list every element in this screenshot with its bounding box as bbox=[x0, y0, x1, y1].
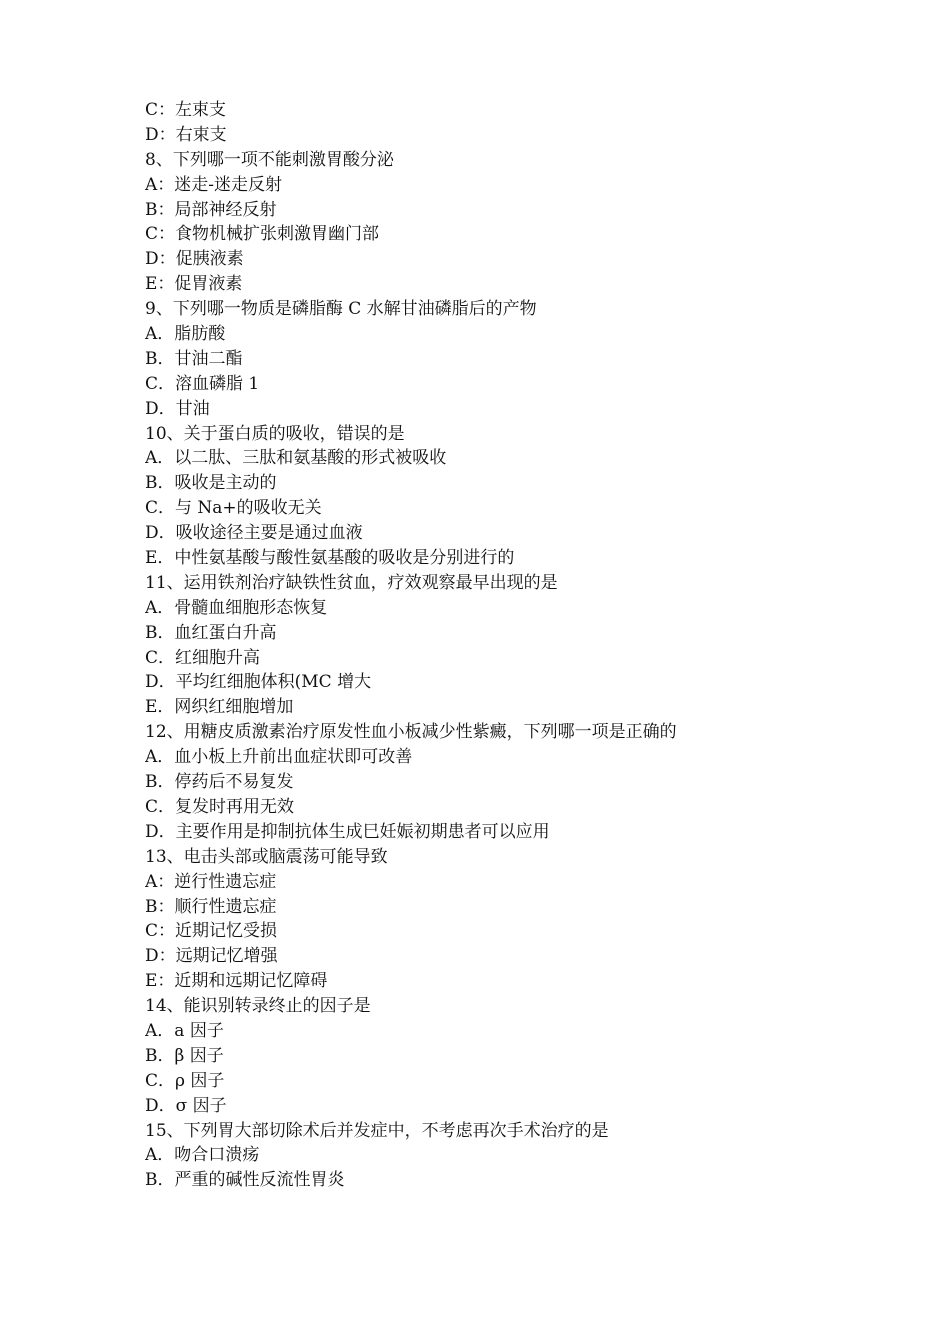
q13-option-d: D：远期记忆增强 bbox=[145, 946, 278, 967]
question-11: 11、运用铁剂治疗缺铁性贫血，疗效观察最早出现的是 bbox=[145, 572, 558, 593]
q14-option-c: C．ρ 因子 bbox=[145, 1070, 225, 1091]
q14-option-b: B．β 因子 bbox=[145, 1045, 224, 1066]
q9-option-c: C．溶血磷脂 1 bbox=[145, 373, 260, 394]
q11-option-a: A．骨髓血细胞形态恢复 bbox=[145, 597, 328, 618]
q12-option-d: D．主要作用是抑制抗体生成巳妊娠初期患者可以应用 bbox=[145, 821, 550, 842]
q11-option-d: D．平均红细胞体积(MC 增大 bbox=[145, 672, 372, 693]
option-c-left-bundle-branch: C：左束支 bbox=[145, 100, 227, 120]
q13-option-c: C：近期记忆受损 bbox=[145, 921, 278, 942]
q8-option-e: E：促胃液素 bbox=[145, 274, 243, 295]
q9-option-d: D．甘油 bbox=[145, 398, 210, 419]
q10-option-d: D．吸收途径主要是通过血液 bbox=[145, 523, 363, 544]
q10-option-c: C．与 Na+的吸收无关 bbox=[145, 498, 322, 519]
q9-option-b: B．甘油二酯 bbox=[145, 348, 243, 369]
question-14: 14、能识别转录终止的因子是 bbox=[145, 996, 371, 1017]
question-9: 9、下列哪一物质是磷脂酶 C 水解甘油磷脂后的产物 bbox=[145, 299, 537, 320]
q8-option-b: B：局部神经反射 bbox=[145, 199, 277, 220]
q12-option-b: B．停药后不易复发 bbox=[145, 772, 294, 793]
question-10: 10、关于蛋白质的吸收，错误的是 bbox=[145, 423, 405, 444]
q9-option-a: A．脂肪酸 bbox=[145, 324, 226, 345]
question-8: 8、下列哪一项不能刺激胃酸分泌 bbox=[145, 149, 394, 170]
q13-option-e: E：近期和远期记忆障碍 bbox=[145, 971, 328, 992]
q12-option-c: C．复发时再用无效 bbox=[145, 796, 295, 817]
q14-option-d: D．σ 因子 bbox=[145, 1095, 227, 1116]
q11-option-c: C．红细胞升高 bbox=[145, 647, 261, 668]
document-page bbox=[145, 98, 905, 1193]
q11-option-b: B．血红蛋白升高 bbox=[145, 622, 277, 643]
q8-option-d: D：促胰液素 bbox=[145, 249, 244, 270]
q15-option-a: A．吻合口溃疡 bbox=[145, 1145, 260, 1166]
q8-option-a: A：迷走-迷走反射 bbox=[145, 174, 283, 195]
q10-option-a: A．以二肽、三肽和氨基酸的形式被吸收 bbox=[145, 448, 447, 469]
q15-option-b: B．严重的碱性反流性胃炎 bbox=[145, 1170, 345, 1191]
q10-option-b: B．吸收是主动的 bbox=[145, 473, 277, 494]
q8-option-c: C：食物机械扩张刺激胃幽门部 bbox=[145, 224, 380, 245]
q13-option-b: B：顺行性遗忘症 bbox=[145, 896, 277, 917]
question-15: 15、下列胃大部切除术后并发症中，不考虑再次手术治疗的是 bbox=[145, 1120, 609, 1141]
question-13: 13、电击头部或脑震荡可能导致 bbox=[145, 846, 388, 867]
q14-option-a: A．a 因子 bbox=[145, 1020, 224, 1041]
q13-option-a: A：逆行性遗忘症 bbox=[145, 871, 277, 892]
option-d-right-bundle-branch: D：右束支 bbox=[145, 124, 227, 145]
q10-option-e: E．中性氨基酸与酸性氨基酸的吸收是分别进行的 bbox=[145, 548, 515, 569]
question-12: 12、用糖皮质激素治疗原发性血小板减少性紫癜，下列哪一项是正确的 bbox=[145, 722, 677, 743]
q11-option-e: E．网织红细胞增加 bbox=[145, 697, 294, 718]
q12-option-a: A．血小板上升前出血症状即可改善 bbox=[145, 747, 413, 768]
